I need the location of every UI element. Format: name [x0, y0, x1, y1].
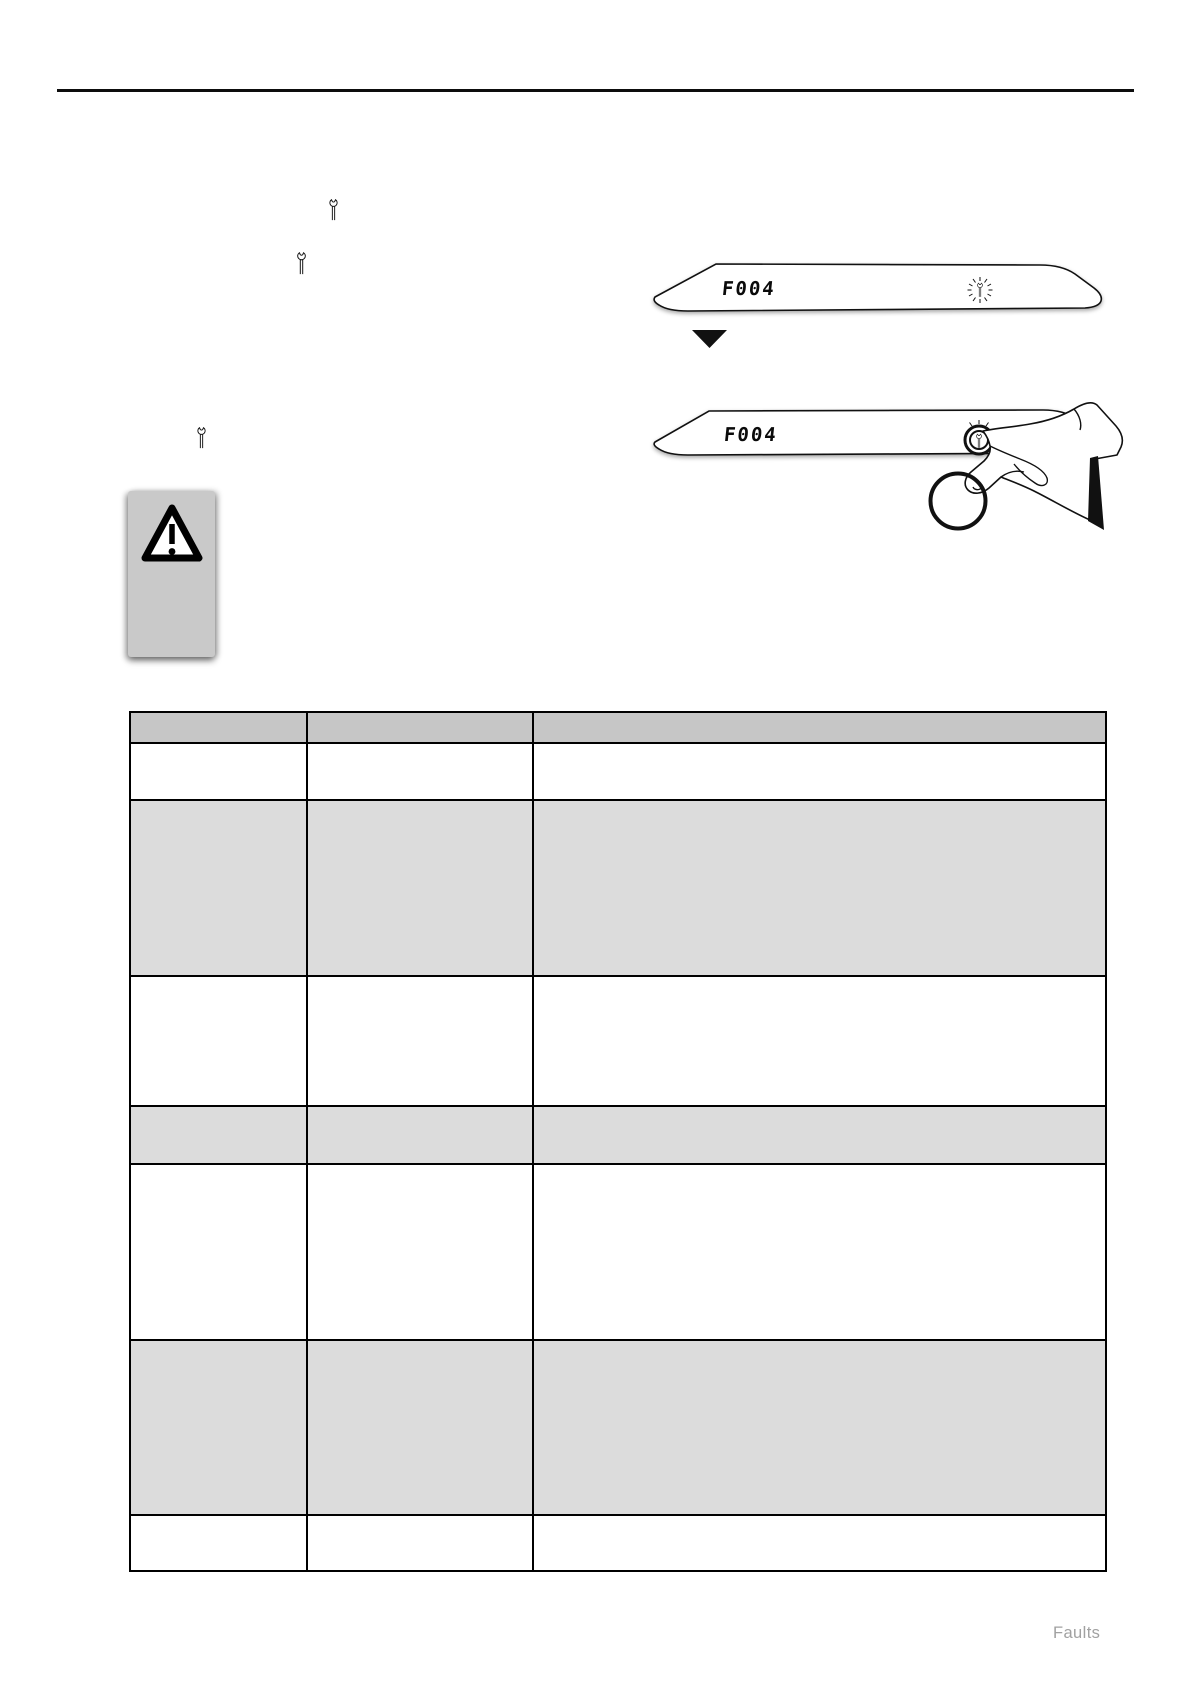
table-row [130, 800, 1106, 976]
table-cell [533, 1164, 1106, 1340]
table-cell [307, 1340, 533, 1515]
warning-box [128, 491, 215, 657]
table-cell [130, 800, 307, 976]
table-row [130, 1164, 1106, 1340]
table-cell [533, 1106, 1106, 1164]
table-cell [533, 743, 1106, 800]
table-row [130, 1515, 1106, 1571]
table-cell [130, 1164, 307, 1340]
table-cell [307, 743, 533, 800]
table-cell [130, 1340, 307, 1515]
table-cell [130, 1106, 307, 1164]
table-cell [533, 1515, 1106, 1571]
table-cell [533, 1340, 1106, 1515]
wrench-icon [196, 426, 207, 449]
fault-code-table [129, 711, 1107, 1572]
footer-section-label: Faults [1053, 1624, 1101, 1642]
table-header-cell [307, 712, 533, 743]
table-cell [130, 976, 307, 1106]
table-header-cell [533, 712, 1106, 743]
table-row [130, 743, 1106, 800]
table-header-cell [130, 712, 307, 743]
table-cell [307, 1106, 533, 1164]
warning-triangle-icon [138, 503, 206, 565]
header-rule [57, 89, 1134, 92]
table-cell [307, 1164, 533, 1340]
table-cell [307, 1515, 533, 1571]
table-cell [533, 976, 1106, 1106]
sleeve-wedge [1088, 456, 1104, 530]
table-row [130, 976, 1106, 1106]
table-row [130, 1340, 1106, 1515]
magnifier-circle-icon [925, 468, 995, 538]
table-cell [533, 800, 1106, 976]
table-cell [130, 743, 307, 800]
table-cell [307, 976, 533, 1106]
display-panel-1 [648, 256, 1110, 318]
fault-code-display: F004 [722, 424, 779, 446]
wrench-icon [296, 251, 307, 275]
fault-code-display: F004 [720, 278, 777, 300]
table-cell [307, 800, 533, 976]
table-header-row [130, 712, 1106, 743]
table-cell [130, 1515, 307, 1571]
wrench-icon [328, 198, 339, 221]
table-row [130, 1106, 1106, 1164]
down-arrow-icon [690, 328, 730, 350]
